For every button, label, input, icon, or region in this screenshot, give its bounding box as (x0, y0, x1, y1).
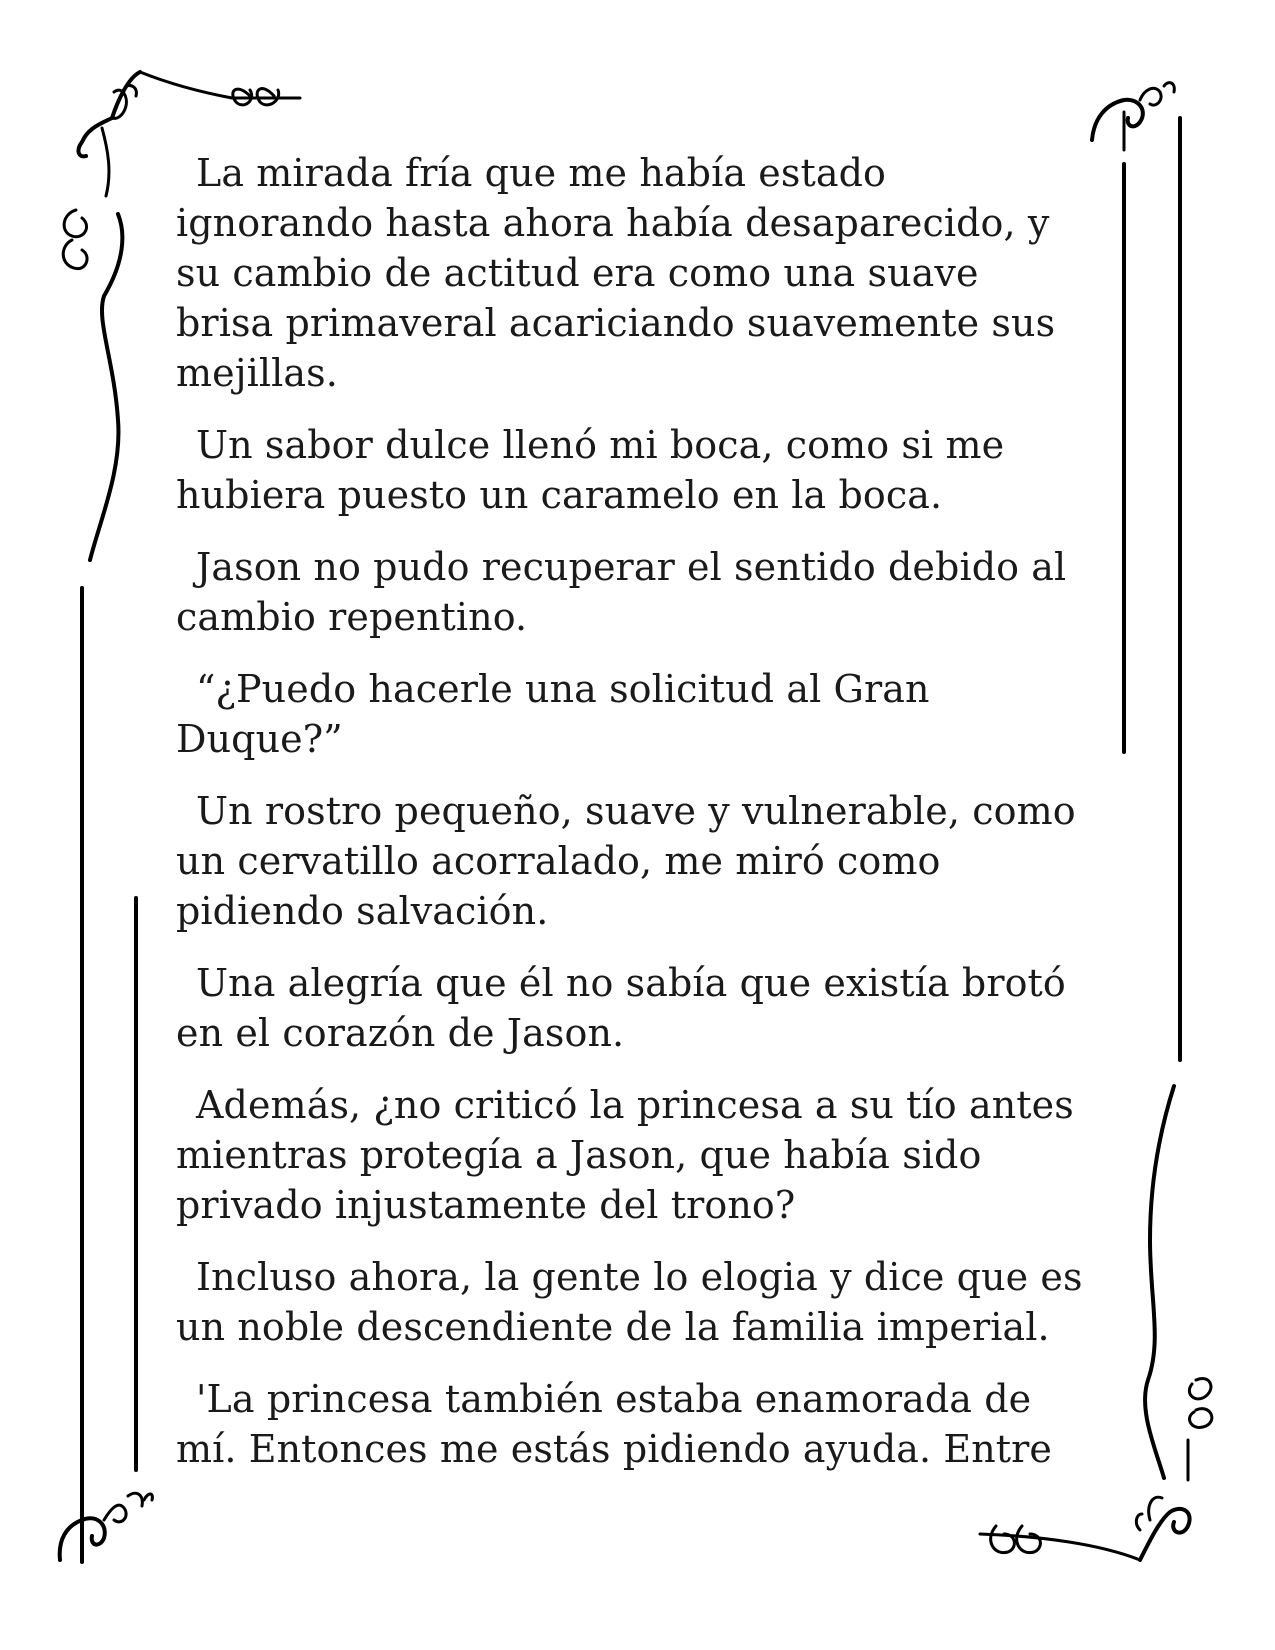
lower-right-flourish (1145, 1086, 1212, 1480)
paragraph-9: 'La princesa también estaba enamorada de mí. Entonces me estás pidiendo ayuda. Entre (176, 1377, 1052, 1471)
page-body-text (176, 148, 1086, 1496)
paragraph-4: “¿Puedo hacerle una solicitud al Gran Duque?” (176, 667, 930, 761)
paragraph-6: Una alegría que él no sabía que existía brotó en el corazón de Jason. (176, 961, 1066, 1055)
paragraph-5: Un rostro pequeño, suave y vulnerable, como un cervatillo acorralado, me miró como pidiendo salvación. (176, 789, 1076, 933)
bottom-right-flourish (980, 1497, 1190, 1560)
top-right-flourish (1092, 83, 1174, 150)
paragraph-1: La mirada fría que me había estado ignorando hasta ahora había desaparecido, y su cambio de actitud era como una suave brisa primaveral acariciando suavemente sus mejillas. (176, 151, 1056, 395)
paragraph-7: Además, ¿no criticó la princesa a su tío antes mientras protegía a Jason, que había sido privado injustamente del trono? (176, 1083, 1074, 1227)
paragraph-8: Incluso ahora, la gente lo elogia y dice que es un noble descendiente de la familia imperial. (176, 1255, 1083, 1349)
bottom-left-flourish (60, 1493, 153, 1560)
paragraph-3: Jason no pudo recuperar el sentido debido al cambio repentino. (176, 545, 1067, 639)
paragraph-2: Un sabor dulce llenó mi boca, como si me hubiera puesto un caramelo en la boca. (176, 423, 1005, 517)
